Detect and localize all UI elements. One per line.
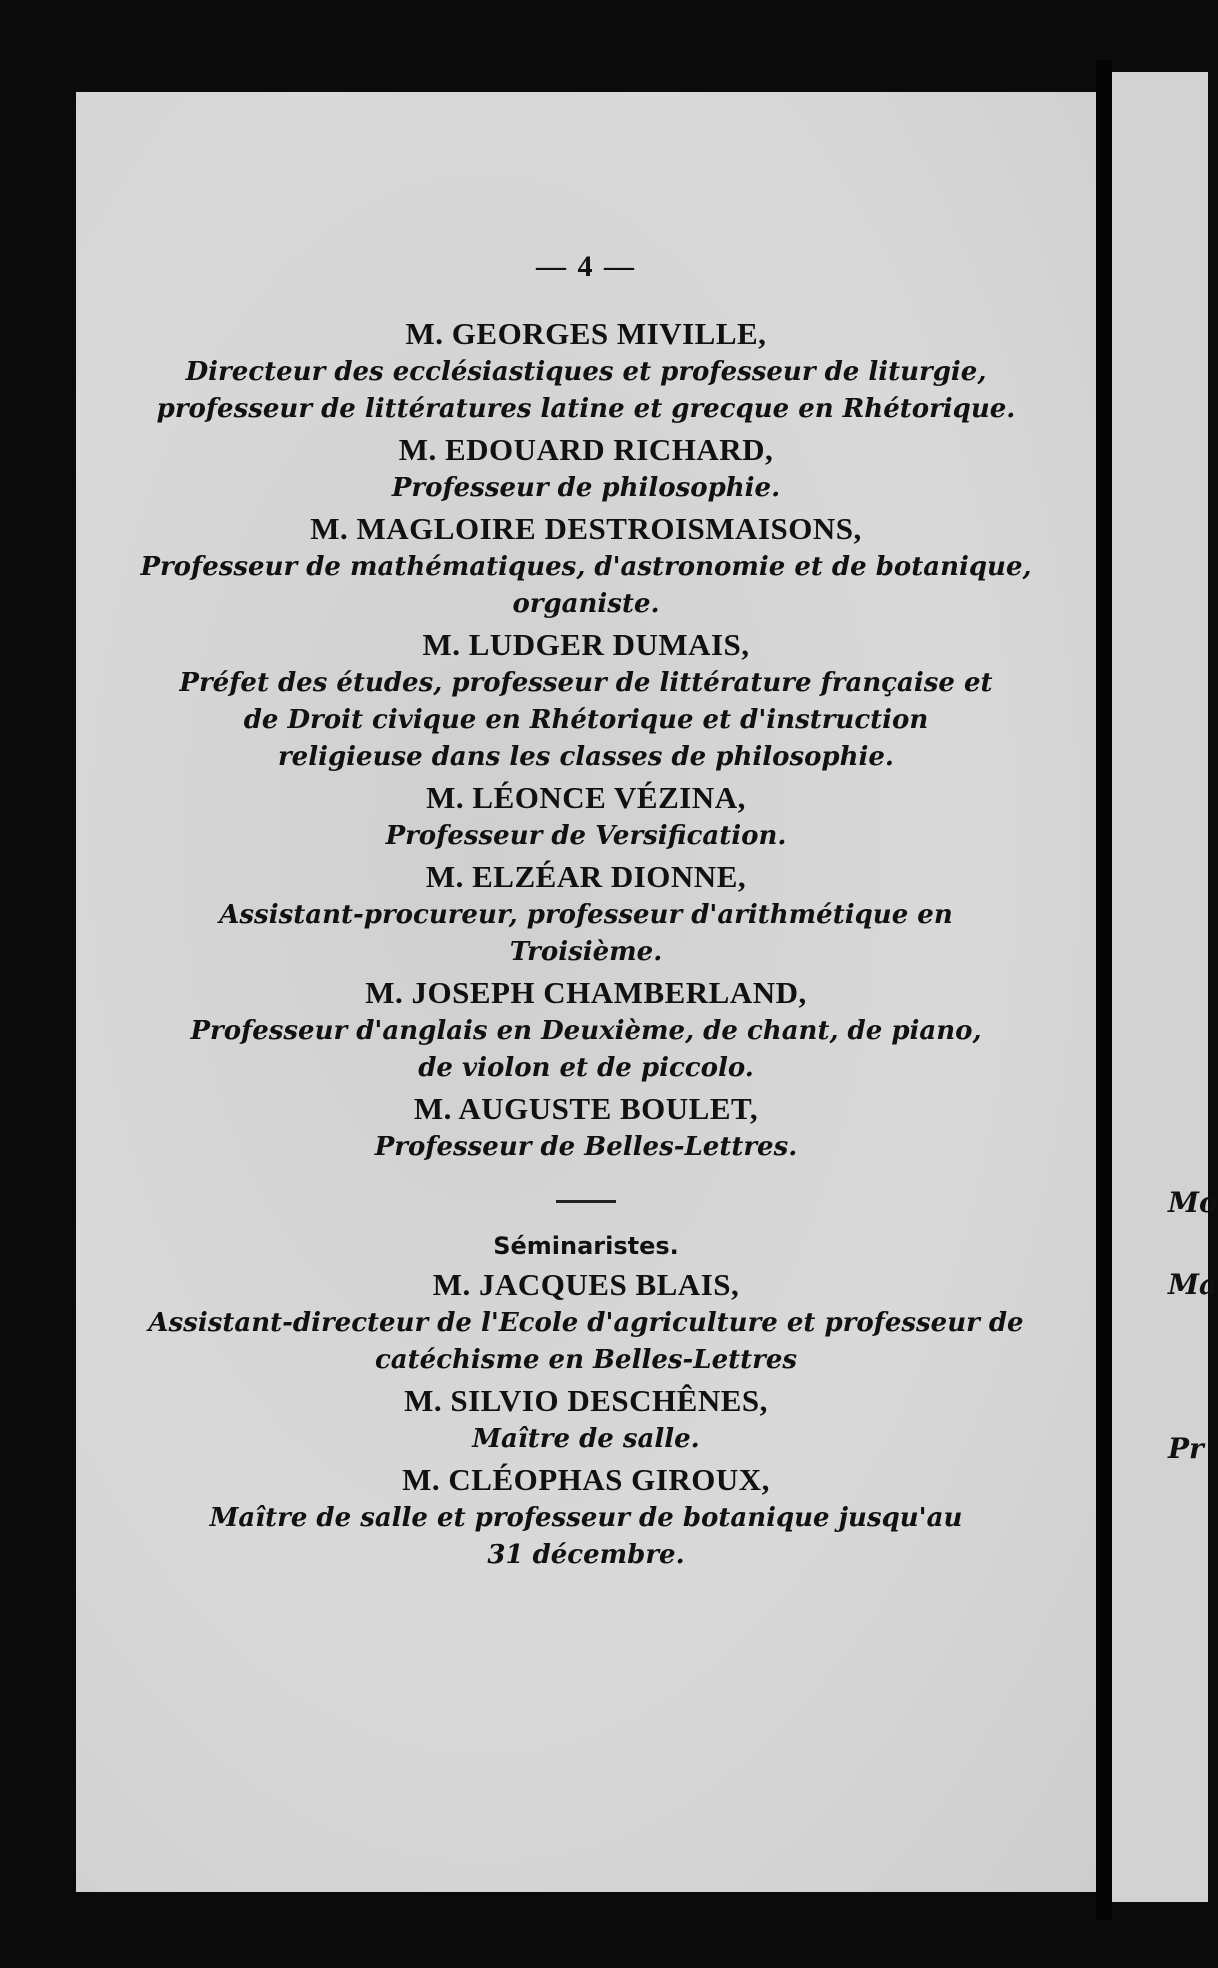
staff-entry bbox=[76, 1089, 1096, 1166]
staff-name: M. JACQUES BLAIS, bbox=[432, 1267, 740, 1302]
staff-entry bbox=[76, 509, 1096, 623]
staff-role-line: de Droit civique en Rhétorique et d'instruction bbox=[243, 705, 929, 735]
section-title: Séminaristes. bbox=[493, 1232, 679, 1260]
staff-role-line: Troisième. bbox=[509, 937, 663, 967]
staff-entry bbox=[76, 1460, 1096, 1574]
staff-name: M. LÉONCE VÉZINA, bbox=[426, 780, 746, 815]
staff-role-line: Maître de salle. bbox=[472, 1424, 700, 1454]
page-number: — 4 — bbox=[536, 250, 636, 283]
staff-role-line: religieuse dans les classes de philosophie. bbox=[277, 742, 894, 772]
staff-entry bbox=[76, 973, 1096, 1087]
margin-fragment: Mo bbox=[1168, 1186, 1218, 1219]
staff-list bbox=[76, 314, 1096, 1166]
staff-role-line: Professeur de philosophie. bbox=[391, 473, 781, 503]
staff-entry bbox=[76, 857, 1096, 971]
staff-entry bbox=[76, 430, 1096, 507]
page-content bbox=[76, 250, 1096, 1574]
staff-entry bbox=[76, 625, 1096, 776]
staff-entry bbox=[76, 778, 1096, 855]
staff-name: M. ELZÉAR DIONNE, bbox=[425, 859, 747, 894]
staff-role-line: Assistant-procureur, professeur d'arithmétique en bbox=[219, 900, 953, 930]
book-gutter bbox=[1096, 60, 1112, 1920]
staff-role-line: Professeur de Versification. bbox=[385, 821, 787, 851]
staff-name: M. SILVIO DESCHÊNES, bbox=[404, 1383, 768, 1418]
staff-role-line: Assistant-directeur de l'Ecole d'agriculture et professeur de bbox=[148, 1308, 1024, 1338]
staff-role-line: Professeur d'anglais en Deuxième, de chant, de piano, bbox=[190, 1016, 982, 1046]
staff-role-line: organiste. bbox=[512, 589, 660, 619]
staff-role-line: Professeur de mathématiques, d'astronomie et de botanique, bbox=[140, 552, 1032, 582]
staff-name: M. GEORGES MIVILLE, bbox=[405, 316, 767, 351]
staff-role-line: Directeur des ecclésiastiques et professeur de liturgie, bbox=[185, 357, 987, 387]
staff-role-line: de violon et de piccolo. bbox=[418, 1053, 754, 1083]
staff-name: M. CLÉOPHAS GIROUX, bbox=[402, 1462, 770, 1497]
staff-entry bbox=[76, 1265, 1096, 1379]
staff-name: M. LUDGER DUMAIS, bbox=[422, 627, 750, 662]
staff-name: M. EDOUARD RICHARD, bbox=[398, 432, 774, 467]
staff-role-line: Maître de salle et professeur de botanique jusqu'au bbox=[209, 1503, 963, 1533]
seminaristes-list bbox=[76, 1265, 1096, 1574]
staff-role-line: Professeur de Belles-Lettres. bbox=[374, 1132, 798, 1162]
staff-name: M. MAGLOIRE DESTROISMAISONS, bbox=[310, 511, 862, 546]
staff-role-line: Préfet des études, professeur de littérature française et bbox=[179, 668, 993, 698]
section-divider bbox=[556, 1200, 616, 1203]
margin-fragment: Pr bbox=[1168, 1432, 1204, 1465]
facing-page-edge bbox=[1112, 72, 1208, 1902]
staff-entry bbox=[76, 314, 1096, 428]
staff-entry bbox=[76, 1381, 1096, 1458]
staff-role-line: catéchisme en Belles-Lettres bbox=[374, 1345, 798, 1375]
staff-name: M. JOSEPH CHAMBERLAND, bbox=[365, 975, 807, 1010]
margin-fragment: Ma bbox=[1168, 1268, 1218, 1301]
staff-name: M. AUGUSTE BOULET, bbox=[413, 1091, 759, 1126]
staff-role-line: 31 décembre. bbox=[487, 1540, 685, 1570]
staff-role-line: professeur de littératures latine et grecque en Rhétorique. bbox=[156, 394, 1016, 424]
